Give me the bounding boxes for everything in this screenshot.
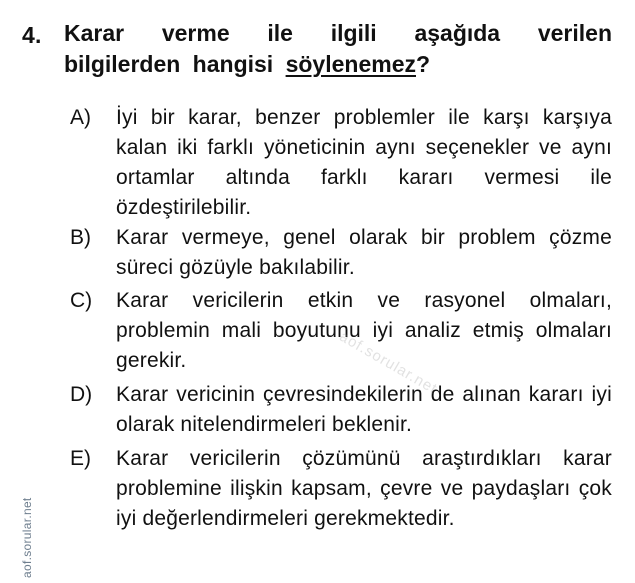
question-number: 4. [22, 22, 42, 48]
question-stem [64, 18, 612, 80]
option-text: Karar vermeye, genel olarak bir problem çözme süreci gözüyle bakılabilir. [116, 226, 612, 279]
option-letter: D) [70, 383, 93, 406]
option-letter: E) [70, 447, 91, 470]
option-text: İyi bir karar, benzer problemler ile karşı karşıya kalan iki farklı yöneticinin aynı seçenekler ve aynı ortamlar altında farklı kararı vermesi ile özdeştirilebilir. [116, 106, 612, 219]
option-text: Karar vericinin çevresindekilerin de alınan kararı iyi olarak nitelendirmeleri beklenir. [116, 383, 612, 436]
option-letter: B) [70, 226, 91, 249]
question-keyword: söylenemez [285, 51, 416, 77]
question-mark: ? [416, 51, 431, 77]
option-letter: C) [70, 289, 93, 312]
watermark-center: aof.sorular.net [336, 328, 441, 398]
option-letter: A) [70, 106, 91, 129]
option-text: Karar vericilerin çözümünü araştırdıkları karar problemine ilişkin kapsam, çevre ve paydaşları çok iyi değerlendirmeleri gerekmektedir. [116, 447, 612, 530]
question-text: Karar verme ile ilgili aşağıda verilen bilgilerden hangisi [64, 20, 612, 77]
option-text: Karar vericilerin etkin ve rasyonel olmaları, problemin mali boyutunu iyi analiz etmiş olmaları gerekir. [116, 289, 612, 372]
watermark-side: aof.sorular.net [20, 497, 34, 578]
